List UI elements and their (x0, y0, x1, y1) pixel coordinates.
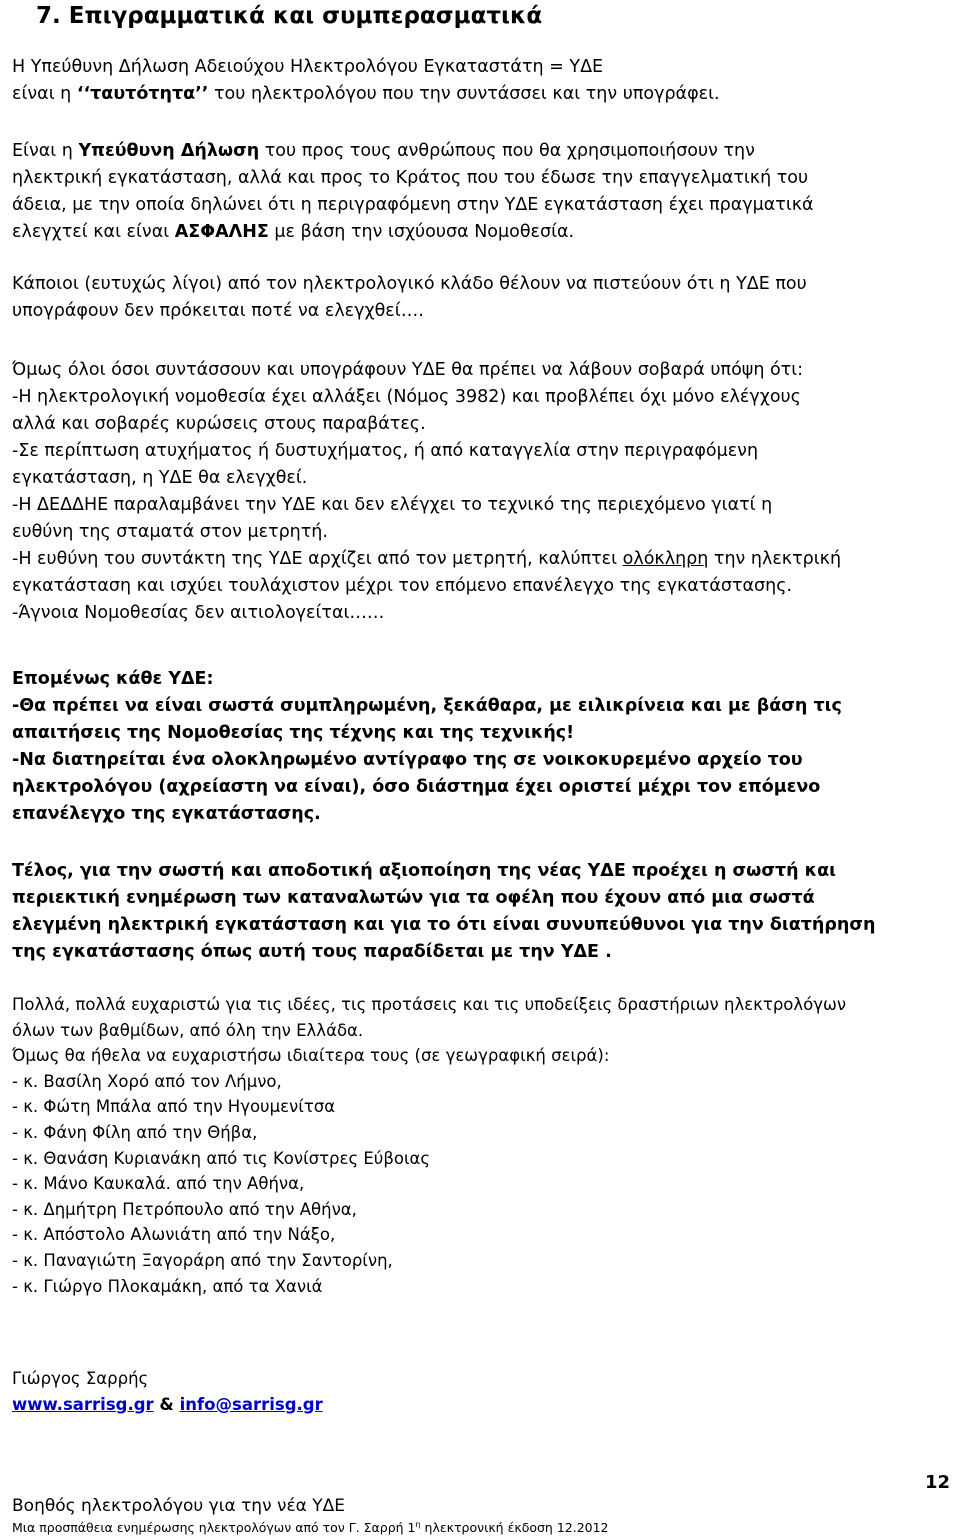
intro-line-1: Η Υπεύθυνη Δήλωση Αδειούχου Ηλεκτρολόγου Εγκαταστάτη = ΥΔΕ (12, 57, 604, 77)
intro-line-2 (12, 81, 960, 108)
underlined-text: ολόκληρη (622, 549, 709, 569)
paragraph-line: Όμως θα ήθελα να ευχαριστήσω ιδιαίτερα τους (σε γεωγραφική σειρά): (12, 1046, 610, 1066)
text: του προς τους ανθρώπους που θα χρησιμοποιήσουν την (259, 141, 755, 161)
paragraph-line: περιεκτική ενημέρωση των καταναλωτών για τα οφέλη που έχουν από μια σωστά (12, 888, 815, 908)
paragraph-line: της εγκατάστασης όπως αυτή τους παραδίδεται με την ΥΔΕ . (12, 942, 612, 962)
emphasis-text: ‘‘ταυτότητα’’ (76, 84, 209, 104)
paragraph-line: ελεγμένη ηλεκτρική εγκατάσταση και για το ότι είναι συνυπεύθυνοι για την διατήρηση (12, 915, 876, 935)
paragraph-line: -Άγνοια Νομοθεσίας δεν αιτιολογείται…… (12, 603, 385, 623)
website-link[interactable]: www.sarrisg.gr (12, 1394, 154, 1414)
paragraph-line: Πολλά, πολλά ευχαριστώ για τις ιδέες, τις προτάσεις και τις υποδείξεις δραστήριων ηλεκτρολόγων (12, 995, 847, 1014)
emphasis-text: ΑΣΦΑΛΗΣ (174, 222, 269, 242)
paragraph-line: -Η ηλεκτρολογική νομοθεσία έχει αλλάξει (Νόμος 3982) και προβλέπει όχι μόνο ελέγχους (12, 387, 801, 407)
paragraph-line: ηλεκτρική εγκατάσταση, αλλά και προς το Κράτος που του έδωσε την επαγγελματική του (12, 168, 809, 188)
author-name: Γιώργος Σαρρής (12, 1369, 149, 1388)
paragraph-line: απαιτήσεις της Νομοθεσίας της τέχνης και της τεχνικής! (12, 723, 575, 743)
list-item: - κ. Παναγιώτη Ξαγοράρη από την Σαντορίνη, (12, 1250, 393, 1270)
paragraph-line: Κάποιοι (ευτυχώς λίγοι) από τον ηλεκτρολογικό κλάδο θέλουν να πιστεύουν ότι η ΥΔΕ που (12, 274, 807, 294)
ampersand: & (153, 1394, 180, 1414)
paragraph-line (12, 546, 960, 573)
thanks-section (12, 992, 960, 1299)
some-think-paragraph (12, 271, 960, 325)
declaration-paragraph (12, 138, 960, 246)
paragraph-line: ηλεκτρολόγου (αχρείαστη να είναι), όσο διάστημα έχει οριστεί μέχρι τον επόμενο (12, 777, 821, 797)
text: με βάση την ισχύουσα Νομοθεσία. (268, 222, 575, 242)
list-item: - κ. Απόστολο Αλωνιάτη από την Νάξο, (12, 1225, 336, 1245)
emphasis-text: Υπεύθυνη Δήλωση (78, 141, 260, 161)
text: -Η ευθύνη του συντάκτη της ΥΔΕ αρχίζει από τον μετρητή, καλύπτει (12, 549, 623, 569)
footer-subtitle (12, 1517, 609, 1536)
text: ελεγχτεί και είναι (12, 222, 175, 242)
page-number: 12 (924, 1472, 950, 1493)
paragraph-line: ευθύνη της σταματά στον μετρητή. (12, 522, 328, 542)
paragraph-line: εγκατάσταση, η ΥΔΕ θα ελεγχθεί. (12, 468, 308, 488)
finally-paragraph (12, 858, 960, 966)
text: του ηλεκτρολόγου που την συντάσσει και την υπογράφει. (208, 84, 720, 104)
footer-title: Βοηθός ηλεκτρολόγου για την νέα ΥΔΕ (12, 1496, 346, 1516)
text: είναι η (12, 84, 77, 104)
signature-block (12, 1366, 960, 1417)
paragraph-line: -Σε περίπτωση ατυχήματος ή δυστυχήματος, ή από καταγγελία στην περιγραφόμενη (12, 441, 759, 461)
contact-line (12, 1392, 960, 1418)
list-item: - κ. Δημήτρη Πετρόπουλο από την Αθήνα, (12, 1199, 357, 1219)
paragraph-line: Τέλος, για την σωστή και αποδοτική αξιοποίηση της νέας ΥΔΕ προέχει η σωστή και (12, 861, 836, 881)
paragraph-line: -Η ΔΕΔΔΗΕ παραλαμβάνει την ΥΔΕ και δεν ελέγχει το τεχνικό της περιεχόμενο γιατί η (12, 495, 773, 515)
text: ηλεκτρονική έκδοση 12.2012 (420, 1520, 609, 1536)
list-item: - κ. Φώτη Μπάλα από την Ηγουμενίτσα (12, 1097, 336, 1117)
paragraph-line: -Να διατηρείται ένα ολοκληρωμένο αντίγραφο της σε νοικοκυρεμένο αρχείο του (12, 750, 803, 770)
therefore-paragraph (12, 666, 960, 828)
section-heading: 7. Επιγραμματικά και συμπερασματικά (36, 3, 543, 29)
paragraph-line: Επομένως κάθε ΥΔΕ: (12, 669, 214, 689)
list-item: - κ. Θανάση Κυριανάκη από τις Κονίστρες Εύβοιας (12, 1148, 431, 1168)
warnings-paragraph (12, 357, 960, 627)
superscript: η (415, 1520, 421, 1529)
list-item: - κ. Φάνη Φίλη από την Θήβα, (12, 1122, 258, 1142)
paragraph-line: όλων των βαθμίδων, από όλη την Ελλάδα. (12, 1020, 364, 1040)
paragraph-line: αλλά και σοβαρές κυρώσεις στους παραβάτες. (12, 414, 426, 434)
text: Μια προσπάθεια ενημέρωσης ηλεκτρολόγων από τον Γ. Σαρρή 1 (12, 1520, 416, 1536)
text: την ηλεκτρική (708, 549, 842, 569)
paragraph-line: επανέλεγχο της εγκατάστασης. (12, 804, 321, 824)
list-item: - κ. Γιώργο Πλοκαμάκη, από τα Χανιά (12, 1276, 323, 1296)
paragraph-line: άδεια, με την οποία δηλώνει ότι η περιγραφόμενη στην ΥΔΕ εγκατάσταση έχει πραγματικά (12, 195, 814, 215)
list-item: - κ. Μάνο Καυκαλά. από την Αθήνα, (12, 1174, 305, 1194)
paragraph-line (12, 219, 960, 246)
paragraph-line: υπογράφουν δεν πρόκειται ποτέ να ελεγχθεί…. (12, 301, 424, 321)
paragraph-line (12, 138, 960, 165)
intro-paragraph (12, 54, 960, 108)
list-item: - κ. Βασίλη Χορό από τον Λήμνο, (12, 1071, 282, 1091)
email-link[interactable]: info@sarrisg.gr (179, 1394, 323, 1414)
paragraph-line: εγκατάσταση και ισχύει τουλάχιστον μέχρι τον επόμενο επανέλεγχο της εγκατάστασης. (12, 576, 793, 596)
paragraph-line: Όμως όλοι όσοι συντάσσουν και υπογράφουν ΥΔΕ θα πρέπει να λάβουν σοβαρά υπόψη ότι: (12, 360, 804, 380)
paragraph-line: -Θα πρέπει να είναι σωστά συμπληρωμένη, ξεκάθαρα, με ειλικρίνεια και με βάση τις (12, 696, 842, 716)
text: Είναι η (12, 141, 79, 161)
